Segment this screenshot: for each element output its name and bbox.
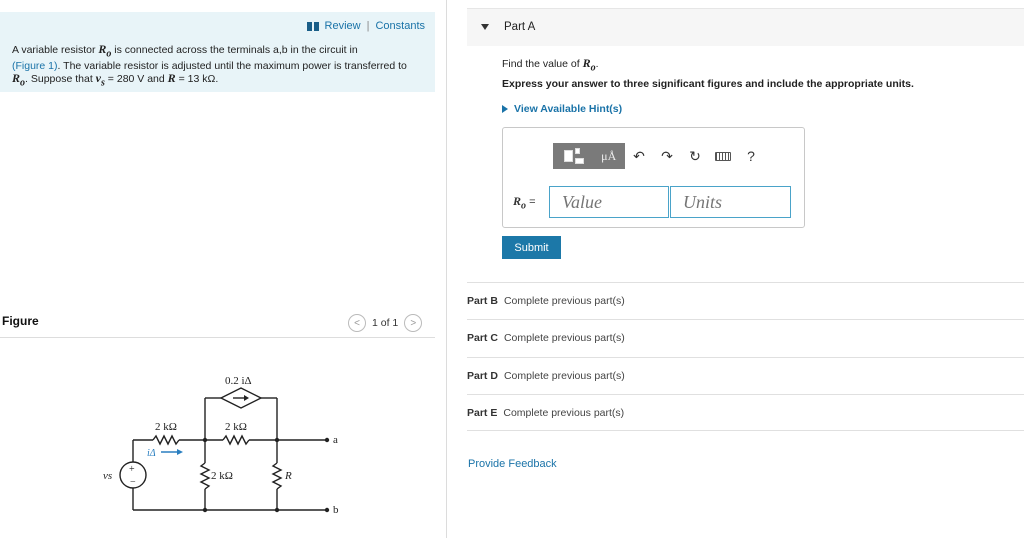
part-d-row[interactable]: Part D Complete previous part(s)	[467, 357, 1024, 394]
resistor-label-1: 2 kΩ	[155, 421, 177, 433]
book-icon	[307, 22, 319, 31]
provide-feedback-link[interactable]: Provide Feedback	[468, 458, 557, 470]
template-group	[553, 143, 625, 169]
submit-button[interactable]: Submit	[502, 236, 561, 259]
figure-divider	[0, 337, 435, 338]
figure-link[interactable]: (Figure 1)	[12, 60, 58, 73]
next-figure-button[interactable]: >	[404, 314, 422, 332]
resistor-label-3: 2 kΩ	[211, 470, 233, 482]
constants-link[interactable]: Constants	[375, 20, 425, 32]
part-b-row[interactable]: Part B Complete previous part(s)	[467, 282, 1024, 319]
view-hints-link[interactable]	[502, 103, 622, 115]
answer-box	[502, 127, 805, 228]
figure-title: Figure	[2, 314, 39, 328]
source-label: vs	[103, 470, 113, 482]
source-plus: +	[129, 464, 135, 475]
problem-box	[0, 12, 435, 92]
math-toolbar	[553, 143, 765, 169]
caret-right-icon	[502, 105, 508, 113]
units-symbol-button[interactable]: μÅ	[601, 148, 617, 163]
part-a-header[interactable]	[467, 8, 1024, 46]
left-panel	[0, 0, 446, 538]
help-icon[interactable]: ?	[747, 148, 755, 164]
units-input[interactable]	[670, 186, 791, 218]
redo-icon[interactable]: ↷	[661, 147, 673, 164]
instructions: Express your answer to three significant figures and include the appropriate units.	[502, 78, 914, 90]
ro-label: $R_o$ =	[513, 194, 536, 212]
source-minus: −	[130, 477, 136, 488]
undo-icon[interactable]: ↶	[633, 147, 645, 164]
caret-down-icon	[481, 24, 489, 30]
review-bar	[307, 20, 425, 32]
variable-resistor-label: R	[285, 470, 292, 482]
terminal-a: a	[333, 434, 338, 446]
value-input[interactable]	[549, 186, 669, 218]
part-c-row[interactable]: Part C Complete previous part(s)	[467, 319, 1024, 356]
figure-page-count: 1 of 1	[372, 317, 399, 329]
hints-label: View Available Hint(s)	[514, 103, 623, 115]
reset-icon[interactable]: ↻	[689, 147, 701, 164]
current-label: iΔ	[147, 448, 156, 459]
find-text: Find the value of $R_o$.	[502, 56, 599, 74]
prev-figure-button[interactable]: <	[348, 314, 366, 332]
figure-nav	[348, 314, 422, 332]
separator: |	[366, 20, 370, 32]
problem-statement: A variable resistor $R_o$ is connected across the terminals a,b in the circuit in (Figure 1). The variable resistor is adjusted until the maximum power is transferred to $R_o$. Suppose that $v_s = 280$ V and R = 13 kΩ.	[12, 42, 407, 89]
resistor-label-2: 2 kΩ	[225, 421, 247, 433]
review-link[interactable]: Review	[324, 20, 361, 32]
dependent-source-label: 0.2 iΔ	[225, 375, 252, 387]
templates-icon[interactable]	[562, 146, 592, 166]
right-panel	[447, 0, 1024, 538]
part-e-row[interactable]: Part E Complete previous part(s)	[467, 394, 1024, 431]
terminal-b: b	[333, 504, 339, 516]
circuit-diagram	[95, 368, 355, 528]
part-a-title: Part A	[504, 21, 536, 33]
keyboard-icon[interactable]	[709, 143, 737, 169]
